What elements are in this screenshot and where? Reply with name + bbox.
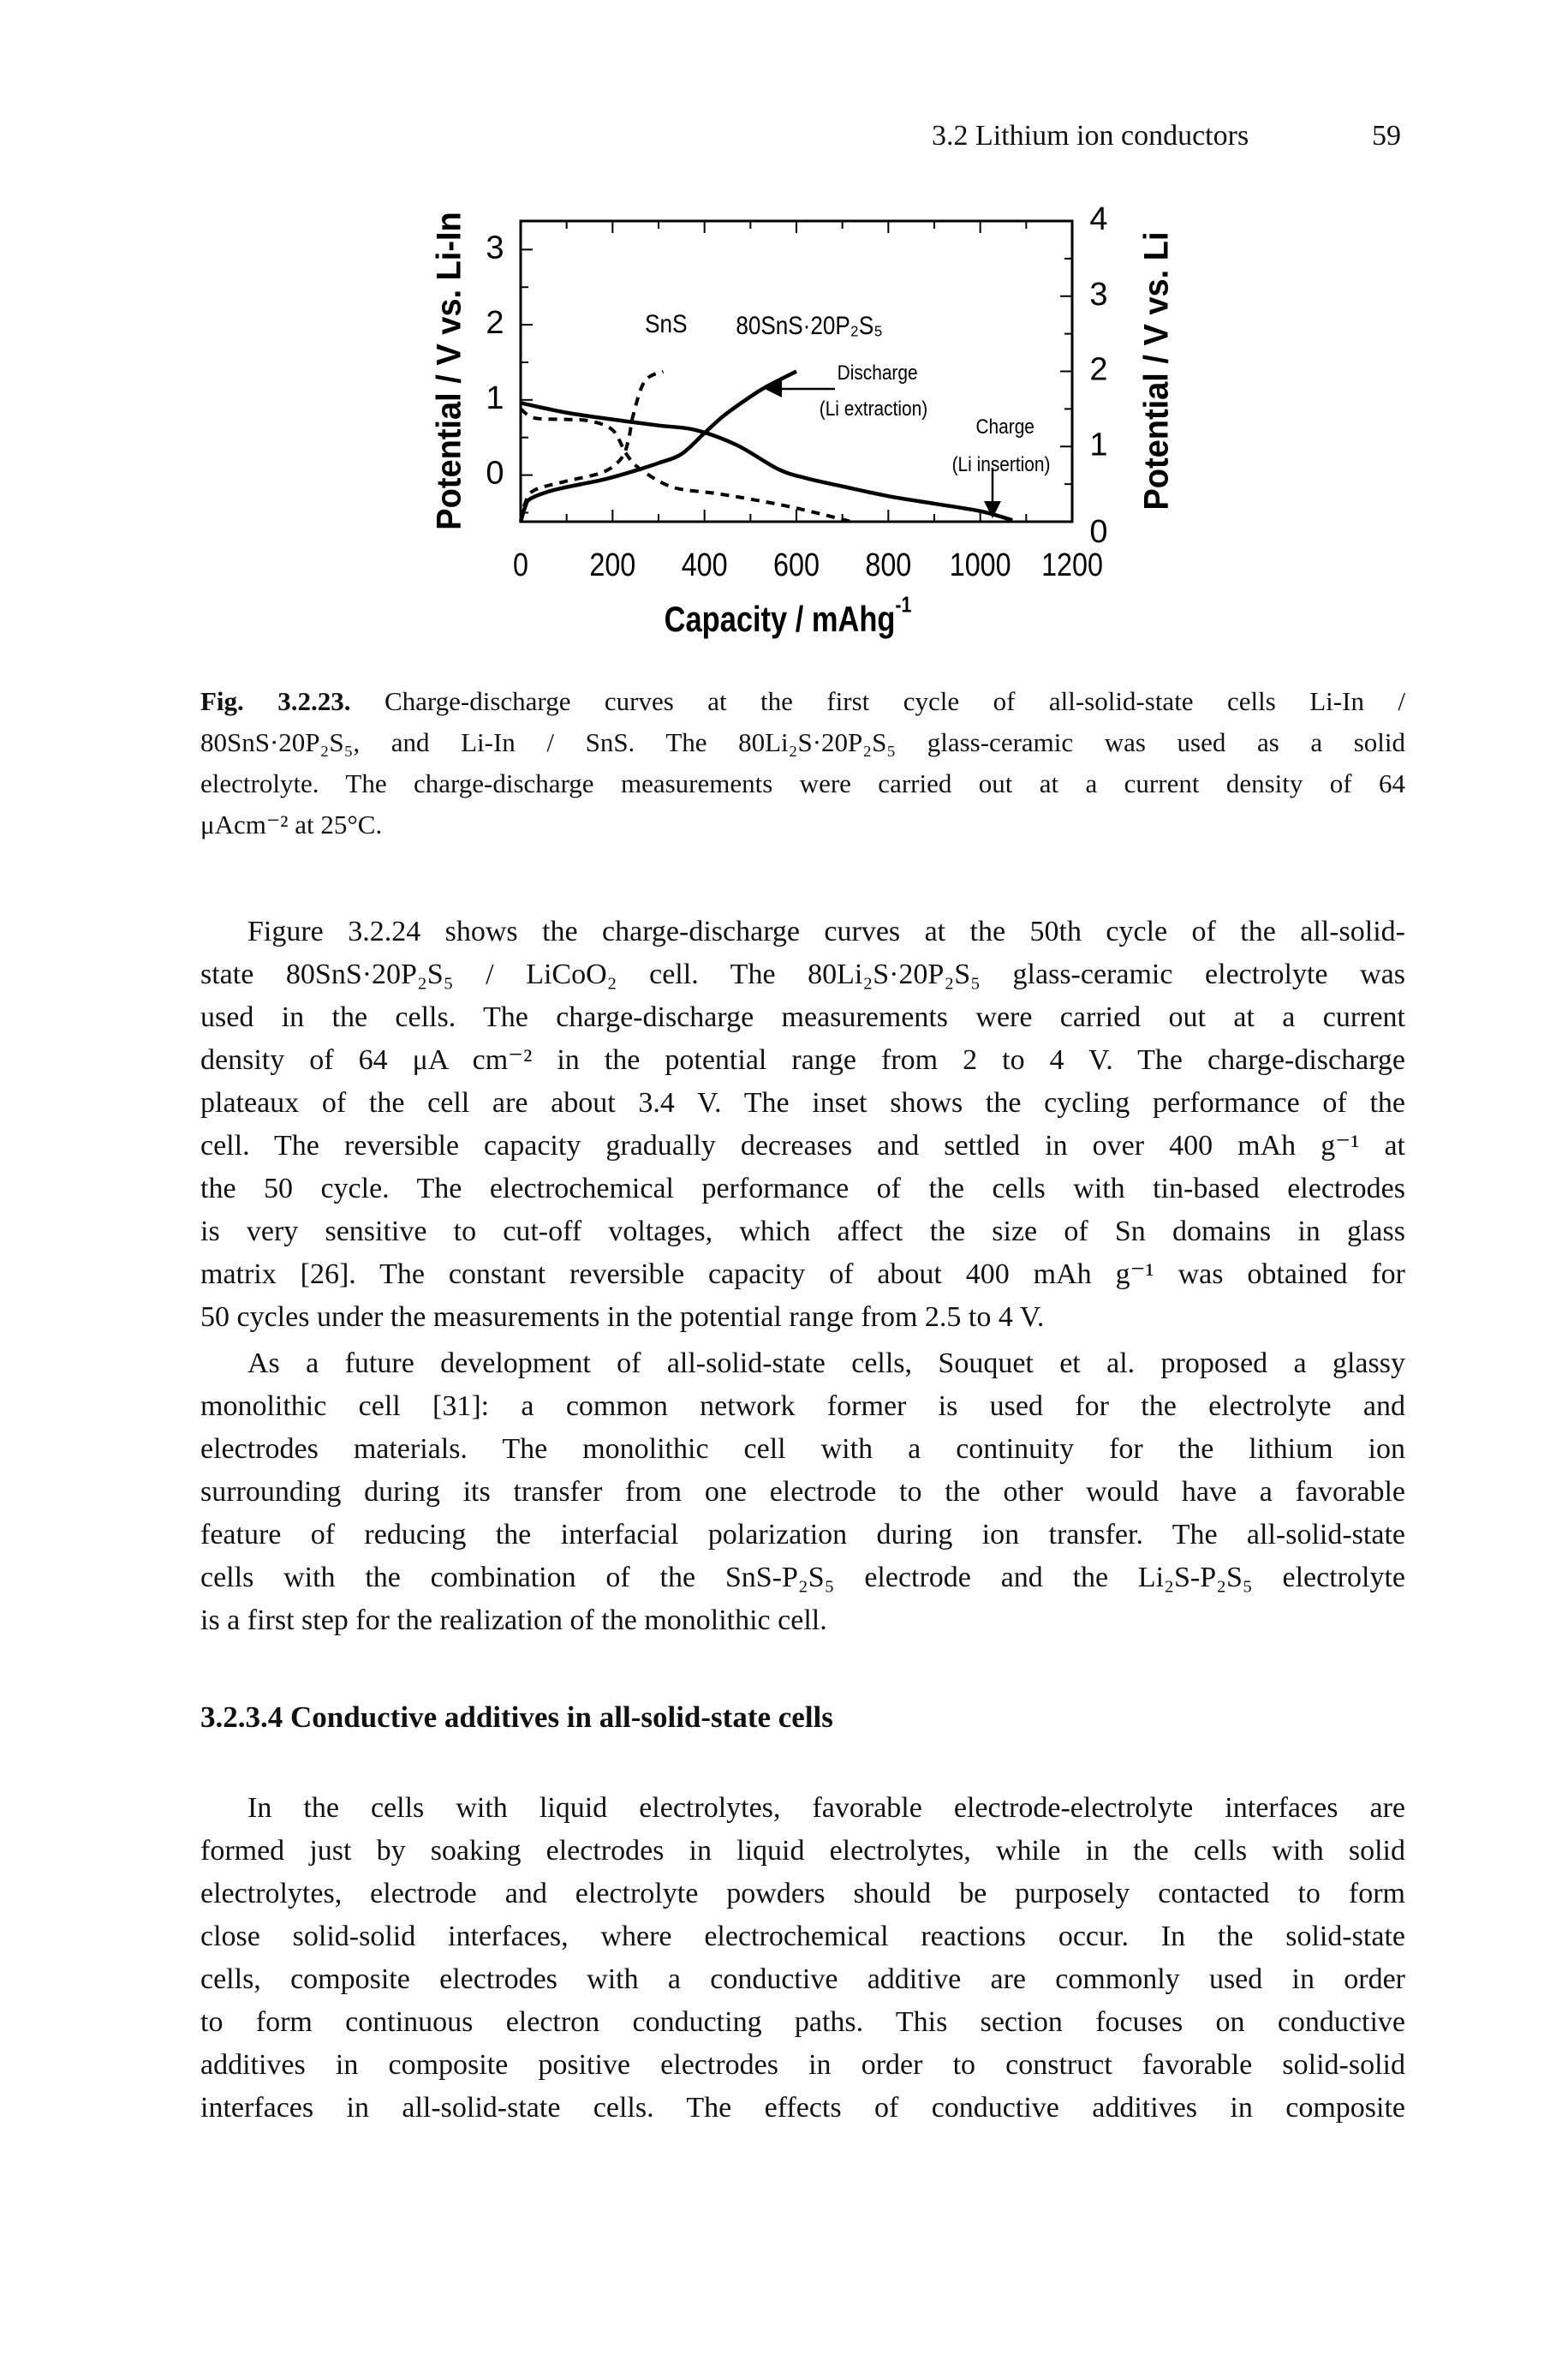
paragraph-line: monolithic cell [31]: a common network former is used for the electrolyte and [200, 1390, 1405, 1422]
label-li-extraction: (Li extraction) [819, 397, 928, 421]
y-axis-right-title: Potential / V vs. Li [1137, 231, 1176, 511]
paragraph-line: electrodes materials. The monolithic cell with a continuity for the lithium ion [200, 1433, 1405, 1465]
section-heading: 3.2.3.4 Conductive additives in all-solid-state cells [200, 1700, 833, 1734]
paragraph-line: density of 64 μA cm⁻² in the potential range from 2 to 4 V. The charge-discharge [200, 1044, 1405, 1076]
paragraph-line: Figure 3.2.24 shows the charge-discharge curves at the 50th cycle of the all-solid- [247, 916, 1405, 947]
body-paragraph-2 [200, 1342, 1405, 1642]
caption-line: 80SnS·20P₂S₅, and Li-In / SnS. The 80Li₂S·20P₂S₅ glass-ceramic was used as a solid [200, 727, 1405, 757]
label-composite: 80SnS·20P₂S₅ [736, 311, 883, 340]
y-right-tick-label: 1 [1089, 427, 1108, 463]
paragraph-line: electrolytes, electrode and electrolyte powders should be purposely contacted to form [200, 1878, 1405, 1909]
caption-label: Fig. 3.2.23. [200, 686, 351, 716]
paragraph-line: used in the cells. The charge-discharge measurements were carried out at a current [200, 1001, 1405, 1033]
caption-line: electrolyte. The charge-discharge measurements were carried out at a current density of 64 [200, 768, 1405, 798]
figure-caption [200, 681, 1405, 845]
y-left-tick-label: 1 [486, 379, 504, 416]
caption-line-1-text: Charge-discharge curves at the first cycle of all-solid-state cells Li-In / [384, 686, 1405, 716]
paragraph-line: additives in composite positive electrodes in order to construct favorable solid-solid [200, 2049, 1405, 2081]
y-left-tick-label: 3 [486, 230, 504, 266]
y-left-tick-label: 2 [486, 305, 504, 342]
y-right-tick-label: 3 [1089, 276, 1108, 313]
running-header-section: 3.2 Lithium ion conductors [932, 120, 1249, 152]
series-line [521, 409, 851, 522]
paragraph-line: is a first step for the realization of the monolithic cell. [200, 1604, 827, 1636]
paragraph-line: matrix [26]. The constant reversible capacity of about 400 mAh g⁻¹ was obtained for [200, 1258, 1405, 1290]
label-charge: Charge [975, 415, 1034, 439]
paragraph-line: 50 cycles under the measurements in the potential range from 2.5 to 4 V. [200, 1301, 1045, 1333]
x-tick-label: 1200 [1041, 547, 1103, 583]
y-left-tick-label: 0 [486, 455, 504, 492]
paragraph-line: As a future development of all-solid-state cells, Souquet et al. proposed a glassy [247, 1347, 1405, 1379]
paragraph-line: close solid-solid interfaces, where electrochemical reactions occur. In the solid-state [200, 1921, 1405, 1952]
x-tick-label: 0 [513, 547, 528, 583]
paragraph-line: In the cells with liquid electrolytes, favorable electrode-electrolyte interfaces are [247, 1792, 1405, 1824]
paragraph-line: plateaux of the cell are about 3.4 V. The inset shows the cycling performance of the [200, 1087, 1405, 1119]
page-number: 59 [1372, 120, 1401, 152]
x-tick-label: 400 [681, 547, 728, 583]
paragraph-line: interfaces in all-solid-state cells. The effects of conductive additives in composite [200, 2092, 1405, 2124]
caption-line: μAcm⁻² at 25°C. [200, 810, 383, 839]
paragraph-line: to form continuous electron conducting paths. This section focuses on conductive [200, 2006, 1405, 2038]
paragraph-line: state 80SnS·20P₂S₅ / LiCoO₂ cell. The 80Li₂S·20P₂S₅ glass-ceramic electrolyte was [200, 959, 1405, 990]
x-tick-label: 800 [865, 547, 912, 583]
x-axis-title-superscript: -1 [895, 592, 912, 618]
paragraph-line: formed just by soaking electrodes in liquid electrolytes, while in the cells with solid [200, 1835, 1405, 1867]
charge-discharge-chart [411, 171, 1225, 651]
x-tick-label: 600 [773, 547, 820, 583]
paragraph-line: is very sensitive to cut-off voltages, which affect the size of Sn domains in glass [200, 1216, 1405, 1247]
paragraph-line: surrounding during its transfer from one electrode to the other would have a favorable [200, 1476, 1405, 1508]
body-paragraph-3 [200, 1787, 1405, 2130]
paragraph-line: the 50 cycle. The electrochemical performance of the cells with tin-based electrodes [200, 1173, 1405, 1204]
y-right-tick-label: 4 [1089, 201, 1108, 238]
paragraph-line: feature of reducing the interfacial polarization during ion transfer. The all-solid-state [200, 1519, 1405, 1550]
y-axis-left-title: Potential / V vs. Li-In [430, 212, 468, 530]
x-tick-label: 200 [589, 547, 636, 583]
paragraph-line: cells with the combination of the SnS-P₂S₅ electrode and the Li₂S-P₂S₅ electrolyte [200, 1562, 1405, 1593]
x-axis-title [665, 593, 912, 640]
series-line [521, 372, 663, 523]
y-right-tick-label: 2 [1089, 351, 1108, 388]
label-discharge: Discharge [837, 361, 918, 385]
label-li-insertion: (Li insertion) [951, 452, 1051, 476]
paragraph-line: cells, composite electrodes with a conductive additive are commonly used in order [200, 1963, 1405, 1995]
paragraph-line: cell. The reversible capacity gradually decreases and settled in over 400 mAh g⁻¹ at [200, 1130, 1405, 1162]
label-sns: SnS [645, 309, 688, 338]
caption-line [200, 681, 1405, 722]
y-right-tick-label: 0 [1089, 514, 1108, 551]
x-tick-label: 1000 [949, 547, 1011, 583]
x-axis-title-text: Capacity / mAhg [664, 599, 896, 640]
body-paragraph-1 [200, 911, 1405, 1339]
